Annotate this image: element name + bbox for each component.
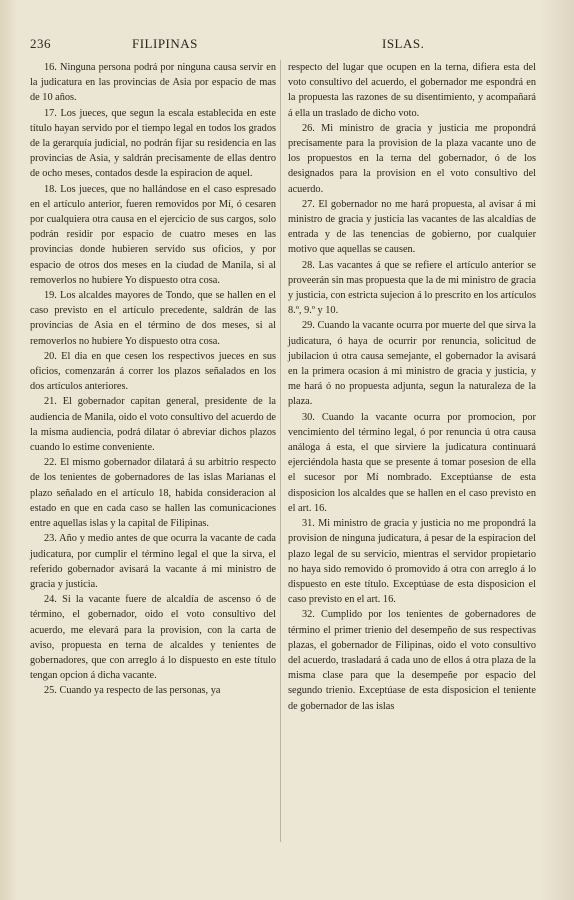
article-29: 29. Cuando la vacante ocurra por muerte del que sirva la judicatura, ó haya de ocurrir por renuncia, solicitud de jubilacion ú otra causa semejante, el gobernador la avisará en la primera ocasion á mi ministro de gracia y justicia, y me hará ó no propuesta adjunta, segun la naturaleza de la plaza.: [288, 320, 536, 408]
article-22: 22. El mismo gobernador dilatará á su arbitrio respecto de los tenientes de gobernadores de las islas Marianas el plazo señalado en el artículo 18, habida consideracion al estado en que en cada caso se hallen las comunicaciones entre aquellas islas y la capital de Filipinas.: [30, 457, 276, 530]
page-number: 236: [30, 36, 51, 51]
article-21: 21. El gobernador capitan general, presidente de la audiencia de Manila, oido el voto consultivo del acuerdo de la misma audiencia, podrá dilatar ó abreviar dichos plazos cuando lo estime conveniente.: [30, 396, 276, 454]
article-23: 23. Año y medio antes de que ocurra la vacante de cada judicatura, por cumplir el término legal el que la sirva, el referido gobernador avisará la vacante á mi ministro de gracia y justicia.: [30, 533, 276, 590]
article-27: 27. El gobernador no me hará propuesta, al avisar á mi ministro de gracia y justicia las vacantes de las alcaldías de entrada y de las tenencias de gobierno, por cualquier motivo que aquellas se causen.: [288, 198, 536, 256]
article-16: 16. Ninguna persona podrá por ninguna causa servir en la judicatura en las provincias de Asia por espacio de mas de 10 años.: [30, 62, 276, 104]
article-17: 17. Los jueces, que segun la escala establecida en este título hayan servido por el tiempo legal en todos los grados de la gerarquía judicial, no podrán fijar su residencia en las provincias de Asia, y saldrán precisamente de ellas dentro de ocho meses, contados desde la espiracion de aquel.: [30, 107, 276, 180]
article-20: 20. El dia en que cesen los respectivos jueces en sus oficios, comenzarán á correr los plazos señalados en los dos artículos anteriores.: [30, 350, 276, 393]
article-24: 24. Si la vacante fuere de alcaldía de ascenso ó de término, el gobernador, oido el voto consultivo del acuerdo, me elevará para la provision, con la carta de aviso, propuesta en terna de alcaldes y tenientes de gobernadores, que con arreglo á lo dispuesto en este título tengan opcion á dicha vacante.: [30, 594, 276, 682]
article-25-continued: respecto del lugar que ocupen en la terna, difiera esta del voto consultivo del acuerdo, el gobernador me espondrá en la propuesta las razones de su disentimiento, y acompañará á ella un traslado de dicho voto.: [288, 62, 536, 119]
left-column: [30, 60, 276, 699]
header-right-title: ISLAS.: [382, 36, 425, 51]
article-25-start: 25. Cuando ya respecto de las personas, ya: [44, 685, 221, 697]
article-26: 26. Mi ministro de gracia y justicia me propondrá precisamente para la provision de la plaza vacante uno de los propuestos en la terna del gobernador, ó de los designados para la provision en el voto consultivo del acuerdo.: [288, 122, 536, 195]
column-divider: [280, 60, 281, 842]
running-header: [30, 36, 550, 56]
article-18: 18. Los jueces, que no hallándose en el caso espresado en el artículo anterior, fueren removidos por Mí, ó cesaren por cualquiera otra causa en el ejercicio de sus cargos, solo podrán residir por espacio de cuatro meses en las provincias donde hubieren servido sus oficios, y por espacio de otros dos meses en la ciudad de Manila, si al removerlos no hubiere Yo dispuesto otra cosa.: [30, 183, 276, 286]
header-left-title: FILIPINAS: [132, 36, 198, 51]
article-32: 32. Cumplido por los tenientes de gobernadores de término el primer trienio del desempeño de sus respectivas plazas, el gobernador de Filipinas, oido el voto consultivo del acuerdo, trasladará á cada uno de ellos á otra plaza de la misma clase para que la desempeñe por espacio del segundo trienio. Exceptúase de esta disposicion el teniente de gobernador de las islas: [288, 609, 536, 712]
right-column: [288, 60, 536, 714]
article-28: 28. Las vacantes á que se refiere el artículo anterior se proveerán sin mas propuesta que la de mi ministro de gracia y justicia, con estricta sujecion á lo prescrito en los artículos 8.º, 9.º y 10.: [288, 259, 536, 317]
article-19: 19. Los alcaldes mayores de Tondo, que se hallen en el caso previsto en el artículo precedente, saldrán de las provincias de Asia en el término de dos meses, si al removerlos no hubiere Yo dispuesto otra cosa.: [30, 290, 276, 347]
article-30: 30. Cuando la vacante ocurra por promocion, por vencimiento del término legal, ó por renuncia ú otra causa análoga á esta, el que sirviere la judicatura continuará ejerciéndola hasta que se presente á tomar posesion de ella el sucesor por Mí nombrado. Exceptúanse de esta disposicion los alcaldes que se hallen en el caso previsto en el art. 16.: [288, 411, 536, 514]
article-31: 31. Mi ministro de gracia y justicia no me propondrá la provision de ninguna judicatura, á pesar de la espiracion del plazo legal de su servicio, mientras el servidor propietario no haya sido removido ó promovido á otra con arreglo á lo dispuesto en este título. Exceptúase de esta disposicion el caso previsto en el art. 16.: [288, 518, 536, 606]
